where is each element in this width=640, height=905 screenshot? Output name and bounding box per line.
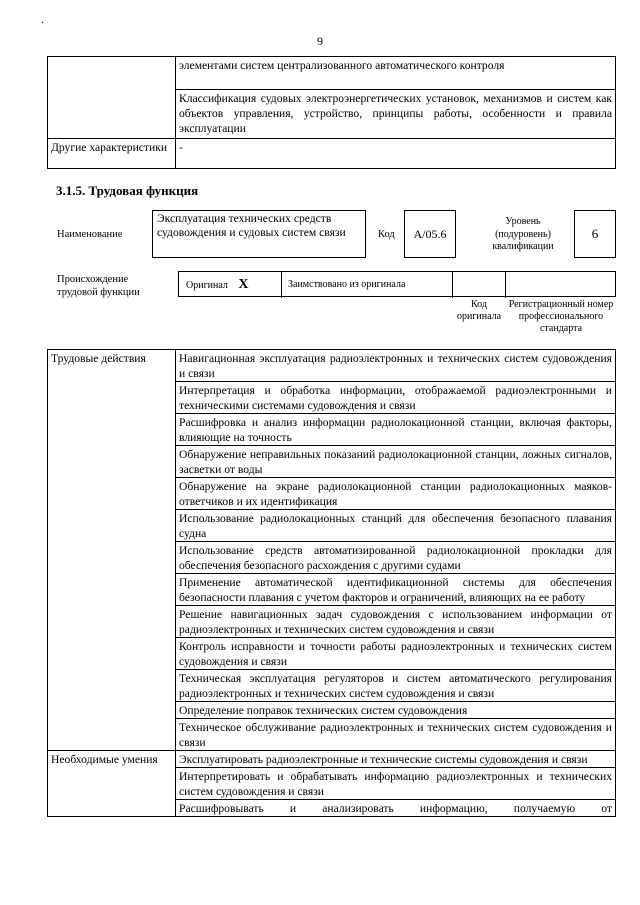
table-row: [48, 139, 616, 169]
list-item: Применение автоматической идентификационной системы для обеспечения безопасности плавания с учетом факторов и ограничений, влияющих на ее работу: [176, 574, 616, 606]
list-item: Интерпретировать и обрабатывать информацию радиоэлектронных и технических систем судовождения и связи: [176, 768, 616, 800]
labor-actions-label: Трудовые действия: [48, 350, 176, 751]
level-label: Уровень (подуровень) квалификации: [492, 216, 554, 252]
list-item: Расшифровывать и анализировать информацию, получаемую от: [176, 800, 616, 817]
borrowed-cell: Заимствовано из оригинала: [282, 272, 453, 298]
required-skills-label: Необходимые умения: [48, 751, 176, 817]
list-item: Определение поправок технических систем судовождения: [176, 702, 616, 719]
origin-row: [178, 271, 616, 297]
list-item: Обнаружение на экране радиолокационной станции радиолокационных маяков-ответчиков и их идентификация: [176, 478, 616, 510]
code-value-box: A/05.6: [404, 210, 456, 258]
name-label: Наименование: [57, 229, 123, 240]
section-title: 3.1.5. Трудовая функция: [56, 183, 199, 198]
list-item: Использование средств автоматизированной радиолокационной прокладки для обеспечения безопасного расхождения с другими судами: [176, 542, 616, 574]
row-text: Классификация судовых электроэнергетических установок, механизмов и систем как объектов управления, устройство, принципы работы, особенности и правила эксплуатации: [176, 90, 616, 139]
list-item: Контроль исправности и точности работы радиоэлектронных и технических систем судовождения и связи: [176, 638, 616, 670]
top-continuation-table: [47, 56, 616, 169]
table-row: [48, 350, 616, 382]
code-label: Код: [378, 229, 395, 240]
list-item: Использование радиолокационных станций для обеспечения безопасного плавания судна: [176, 510, 616, 542]
reg-number-caption: Регистрационный номер профессионального стандарта: [508, 299, 614, 334]
reg-number-cell: [506, 272, 615, 298]
other-characteristics-value: -: [176, 139, 616, 169]
other-characteristics-label: Другие характеристики: [48, 139, 176, 169]
origin-label: Происхождение трудовой функции: [57, 274, 140, 298]
list-item: Техническое обслуживание радиоэлектронных и технических систем судовождения и связи: [176, 719, 616, 751]
code-original-caption: Код оригинала: [456, 299, 502, 322]
original-label: Оригинал: [186, 280, 228, 291]
table-row: [48, 751, 616, 768]
list-item: Техническая эксплуатация регуляторов и систем автоматического регулирования радиоэлектронных и технических систем судовождения и связи: [176, 670, 616, 702]
table-row: [48, 57, 616, 90]
list-item: Обнаружение неправильных показаний радиолокационной станции, ложных сигналов, засветки от воды: [176, 446, 616, 478]
code-original-cell: [453, 272, 506, 298]
original-cell: [179, 272, 282, 298]
corner-mark: .: [41, 12, 44, 26]
page-number: 9: [317, 34, 323, 48]
list-item: Эксплуатировать радиоэлектронные и технические системы судовождения и связи: [176, 751, 616, 768]
list-item: Расшифровка и анализ информации радиолокационной станции, включая факторы, влияющие на точность: [176, 414, 616, 446]
level-value-box: 6: [574, 210, 616, 258]
row-label: [48, 57, 176, 139]
list-item: Навигационная эксплуатация радиоэлектронных и технических систем судовождения и связи: [176, 350, 616, 382]
list-item: Интерпретация и обработка информации, отображаемой радиоэлектронными и техническими системами судовождения и связи: [176, 382, 616, 414]
function-name-box: Эксплуатация технических средств судовождения и судовых систем связи: [152, 210, 366, 258]
list-item: Решение навигационных задач судовождения с использованием информации от радиоэлектронных и технических систем судовождения и связи: [176, 606, 616, 638]
function-details-table: [47, 349, 616, 817]
row-text: элементами систем централизованного автоматического контроля: [176, 57, 616, 90]
original-mark: X: [238, 277, 249, 292]
